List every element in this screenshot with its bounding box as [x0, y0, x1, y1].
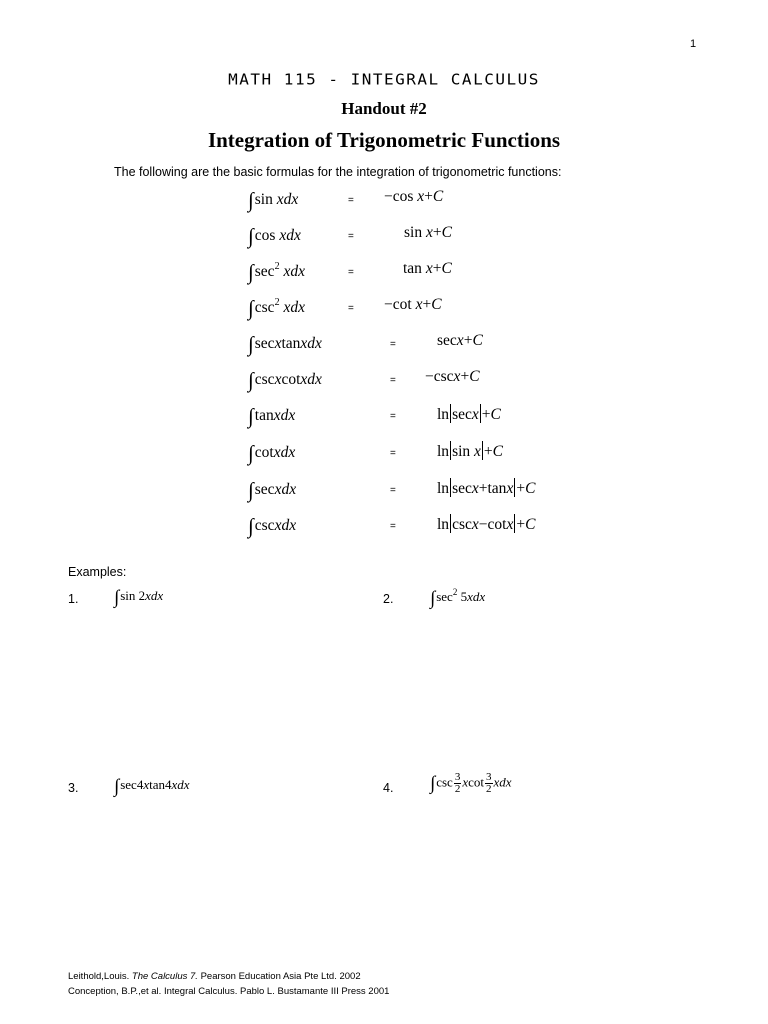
integral-sign: ∫: [248, 514, 254, 538]
example-1-integral: ∫sin 2xdx: [114, 587, 164, 608]
formula-6-rhs: −cscx+C: [425, 368, 480, 385]
integral-sign: ∫: [114, 587, 120, 608]
example-2-integral: $\int\sec^2$ 5xdx: [430, 587, 486, 609]
integral-sign: ∫: [248, 224, 254, 248]
integral-sign: ∫: [430, 588, 436, 609]
formula-9-equals: =: [390, 485, 396, 496]
examples-label: Examples:: [68, 565, 127, 579]
intro-text: The following are the basic formulas for the integration of trigonometric functions:: [114, 165, 562, 179]
formula-2-lhs: ∫cos xdx: [248, 224, 301, 248]
integral-sign: ∫: [248, 296, 254, 320]
handout-label: Handout #2: [341, 99, 427, 118]
fraction: $\frac{3}{2}$: [486, 771, 492, 795]
formula-3-lhs: $\int\sec^2$ xdx: [248, 260, 305, 284]
formula-7-equals: =: [390, 411, 396, 422]
formula-9-lhs: ∫secxdx: [248, 478, 297, 502]
formula-5-lhs: ∫secxtanxdx: [248, 332, 322, 356]
formula-10-rhs: ln cscx−cotx +C: [437, 516, 536, 533]
formula-2-rhs: sin x+C: [404, 224, 452, 241]
formula-4-rhs: −cot x+C: [384, 296, 442, 313]
formula-4-equals: =: [348, 303, 354, 314]
integral-sign: ∫: [248, 332, 254, 356]
formula-10-equals: =: [390, 521, 396, 532]
formula-9-rhs: ln secx+tanx +C: [437, 480, 536, 497]
page-title: Integration of Trigonometric Functions: [207, 128, 561, 152]
formula-1-lhs: ∫sin xdx: [248, 188, 299, 212]
integral-sign: ∫: [248, 441, 254, 465]
example-4-integral: ∫csc $\frac{3}{2}$ xcot $\frac{3}{2}$ xdx: [430, 771, 512, 795]
reference-1: Leithold,Louis. The Calculus 7. Pearson Education Asia Pte Ltd. 2002: [68, 971, 361, 982]
integral-sign: ∫: [248, 478, 254, 502]
formula-6-equals: =: [390, 375, 396, 386]
formula-5-rhs: secx+C: [437, 332, 483, 349]
formula-5-equals: =: [390, 339, 396, 350]
integral-sign: ∫: [430, 773, 436, 795]
formula-7-lhs: ∫tanxdx: [248, 404, 296, 428]
example-2-number: 2.: [383, 592, 394, 606]
integral-sign: ∫: [248, 188, 254, 212]
formula-8-equals: =: [390, 448, 396, 459]
course-title: MATH 115 - INTEGRAL CALCULUS: [228, 70, 540, 89]
example-3-number: 3.: [68, 781, 79, 795]
integral-sign: ∫: [248, 368, 254, 392]
example-1-number: 1.: [68, 592, 79, 606]
formula-6-lhs: ∫cscxcotxdx: [248, 368, 322, 392]
integral-sign: ∫: [114, 776, 120, 797]
integral-sign: ∫: [248, 404, 254, 428]
formula-3-equals: =: [348, 267, 354, 278]
formula-10-lhs: ∫cscxdx: [248, 514, 297, 538]
formula-4-lhs: $\int\csc^2$ xdx: [248, 296, 305, 320]
formula-7-rhs: ln secx +C: [437, 406, 501, 423]
formula-8-rhs: ln sin x +C: [437, 443, 504, 460]
page-number: 1: [690, 38, 697, 50]
formula-2-equals: =: [348, 231, 354, 242]
example-4-number: 4.: [383, 781, 394, 795]
formula-3-rhs: tan x+C: [403, 260, 452, 277]
integral-sign: ∫: [248, 260, 254, 284]
formula-1-rhs: −cos x+C: [384, 188, 444, 205]
references: [68, 969, 389, 999]
fraction: $\frac{3}{2}$: [454, 771, 461, 795]
formula-8-lhs: ∫cotxdx: [248, 441, 296, 465]
formula-1-equals: =: [348, 195, 354, 206]
example-3-integral: ∫sec4xtan4xdx: [114, 776, 190, 797]
reference-2: Conception, B.P.,et al. Integral Calculus. Pablo L. Bustamante III Press 2001: [68, 986, 390, 997]
